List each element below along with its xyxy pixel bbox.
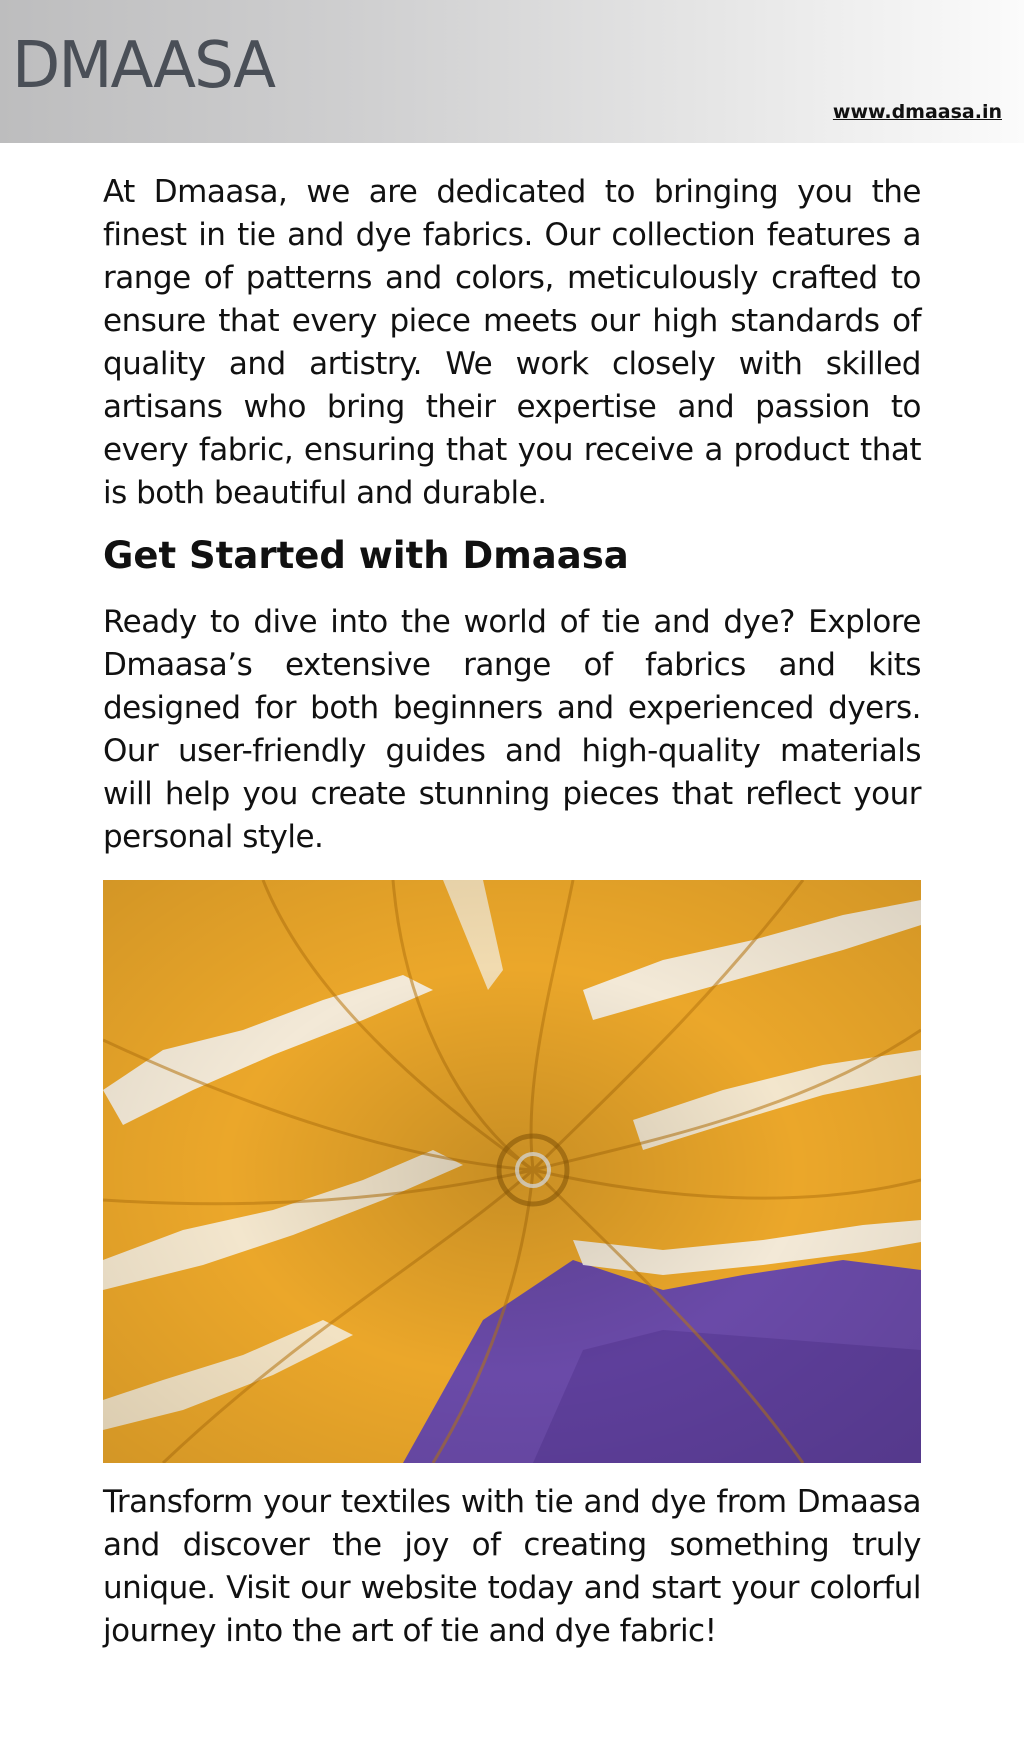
- tie-dye-fabric-image: [103, 880, 921, 1463]
- lighting-overlay: [103, 880, 921, 1463]
- intro-paragraph: At Dmaasa, we are dedicated to bringing you the finest in tie and dye fabrics. Our collection features a range of patterns and colors, meticulously crafted to ensure that every piece meets our high standards of quality and artistry. We work closely with skilled artisans who bring their expertise and passion to every fabric, ensuring that you receive a product that is both beautiful and durable.: [103, 174, 921, 511]
- brand-logo[interactable]: DMAASA: [12, 29, 275, 103]
- closing-paragraph: Transform your textiles with tie and dye from Dmaasa and discover the joy of creating something truly unique. Visit our website today and start your colorful journey into the art of tie and dye fabric!: [103, 1484, 921, 1649]
- fabric-illustration: [103, 880, 921, 1463]
- page-header: [0, 0, 1024, 143]
- section-paragraph: Ready to dive into the world of tie and dye? Explore Dmaasa’s extensive range of fabrics and kits designed for both beginners and experienced dyers. Our user-friendly guides and high-quality materials will help you create stunning pieces that reflect your personal style.: [103, 604, 921, 855]
- website-link[interactable]: www.dmaasa.in: [832, 101, 1002, 123]
- section-heading: Get Started with Dmaasa: [103, 534, 629, 577]
